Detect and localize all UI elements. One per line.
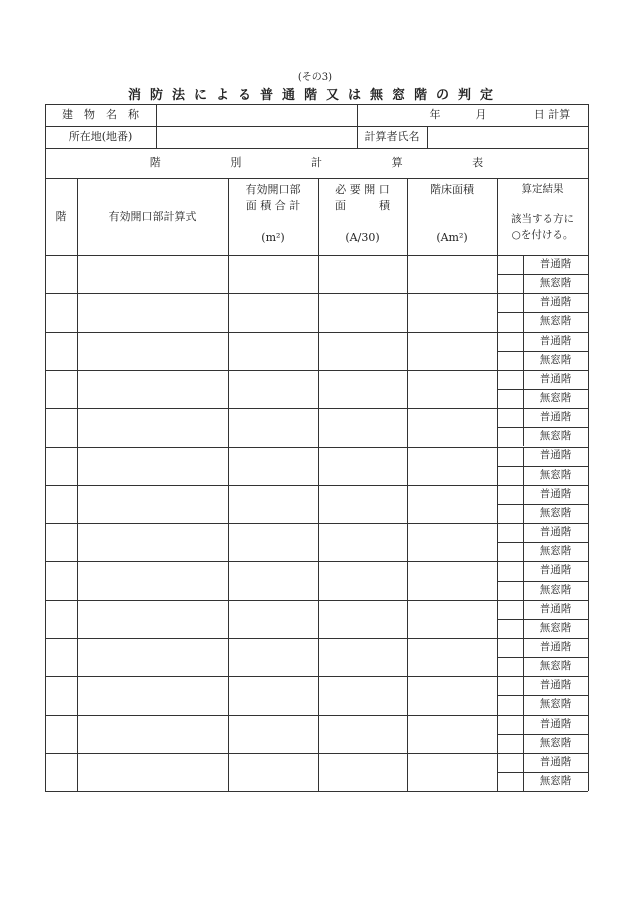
- result-option-windowless: 無窓階: [539, 621, 572, 634]
- table-caption-char: 階: [149, 156, 161, 170]
- result-option-ordinary: 普通階: [539, 257, 572, 270]
- table-caption-char: 計: [310, 156, 322, 170]
- table-cell-required[interactable]: [318, 332, 407, 370]
- result-mark-windowless[interactable]: [497, 581, 523, 600]
- result-mark-ordinary[interactable]: [497, 370, 523, 389]
- frame-right: [588, 104, 589, 178]
- table-cell-opening-total[interactable]: [228, 370, 318, 408]
- table-cell-opening-total[interactable]: [228, 523, 318, 561]
- table-cell-opening-total[interactable]: [228, 332, 318, 370]
- table-cell-opening-total[interactable]: [228, 408, 318, 446]
- result-option-windowless: 無窓階: [539, 506, 572, 519]
- result-mark-windowless[interactable]: [497, 466, 523, 485]
- table-cell-floor-area[interactable]: [407, 715, 497, 753]
- table-cell-opening-total[interactable]: [228, 293, 318, 331]
- result-mark-ordinary[interactable]: [497, 255, 523, 274]
- table-cell-opening-total[interactable]: [228, 255, 318, 293]
- result-option-windowless: 無窓階: [539, 277, 572, 290]
- table-cell-opening-total[interactable]: [228, 447, 318, 485]
- table-cell-formula[interactable]: [77, 523, 228, 561]
- table-cell-required[interactable]: [318, 638, 407, 676]
- result-mark-ordinary[interactable]: [497, 676, 523, 695]
- table-cell-required[interactable]: [318, 255, 407, 293]
- form-title: 消防法による普通階又は無窓階の判定: [127, 88, 502, 103]
- table-cell-required[interactable]: [318, 370, 407, 408]
- result-mark-windowless[interactable]: [497, 274, 523, 293]
- table-cell-required[interactable]: [318, 485, 407, 523]
- form-subtitle: (その3): [297, 72, 333, 83]
- table-caption: [45, 148, 588, 178]
- result-option-windowless: 無窓階: [539, 583, 572, 596]
- table-cell-formula[interactable]: [77, 600, 228, 638]
- result-mark-windowless[interactable]: [497, 351, 523, 370]
- result-mark-ordinary[interactable]: [497, 485, 523, 504]
- table-cell-opening-total[interactable]: [228, 600, 318, 638]
- table-cell-required[interactable]: [318, 600, 407, 638]
- result-option-ordinary: 普通階: [539, 296, 572, 309]
- table-cell-floor[interactable]: [45, 561, 77, 599]
- result-option-windowless: 無窓階: [539, 660, 572, 673]
- table-cell-opening-total[interactable]: [228, 753, 318, 791]
- building-name-field[interactable]: [156, 104, 357, 126]
- table-cell-formula[interactable]: [77, 561, 228, 599]
- result-mark-ordinary[interactable]: [497, 638, 523, 657]
- column-header-opening-total: 有効開口部 面 積 合 計 (m²): [245, 183, 301, 244]
- result-option-ordinary: 普通階: [539, 526, 572, 539]
- table-cell-floor-area[interactable]: [407, 408, 497, 446]
- result-mark-windowless[interactable]: [497, 657, 523, 676]
- column-header-floor: 階: [55, 209, 67, 223]
- result-mark-windowless[interactable]: [497, 734, 523, 753]
- result-mark-windowless[interactable]: [497, 695, 523, 714]
- table-cell-required[interactable]: [318, 523, 407, 561]
- result-option-windowless: 無窓階: [539, 698, 572, 711]
- table-cell-floor-area[interactable]: [407, 638, 497, 676]
- calculator-name-label: 計算者氏名: [364, 130, 420, 144]
- result-option-ordinary: 普通階: [539, 449, 572, 462]
- table-cell-opening-total[interactable]: [228, 676, 318, 714]
- table-cell-opening-total[interactable]: [228, 715, 318, 753]
- table-cell-floor[interactable]: [45, 600, 77, 638]
- date-calc-label: 日 計算: [533, 108, 571, 122]
- result-mark-ordinary[interactable]: [497, 447, 523, 466]
- result-mark-windowless[interactable]: [497, 542, 523, 561]
- result-mark-windowless[interactable]: [497, 312, 523, 331]
- result-option-ordinary: 普通階: [539, 717, 572, 730]
- table-cell-floor-area[interactable]: [407, 485, 497, 523]
- address-field[interactable]: [156, 126, 357, 148]
- table-cell-opening-total[interactable]: [228, 561, 318, 599]
- table-cell-floor-area[interactable]: [407, 676, 497, 714]
- result-mark-ordinary[interactable]: [497, 561, 523, 580]
- table-cell-floor[interactable]: [45, 753, 77, 791]
- table-cell-formula[interactable]: [77, 715, 228, 753]
- table-cell-formula[interactable]: [77, 676, 228, 714]
- result-option-ordinary: 普通階: [539, 679, 572, 692]
- table-cell-required[interactable]: [318, 293, 407, 331]
- table-cell-floor-area[interactable]: [407, 523, 497, 561]
- frame-right: [588, 178, 589, 791]
- table-cell-formula[interactable]: [77, 485, 228, 523]
- table-cell-formula[interactable]: [77, 753, 228, 791]
- column-header-formula: 有効開口部計算式: [108, 209, 197, 223]
- date-month-label: 月: [475, 108, 487, 122]
- result-mark-ordinary[interactable]: [497, 293, 523, 312]
- result-mark-ordinary[interactable]: [497, 523, 523, 542]
- table-cell-required[interactable]: [318, 715, 407, 753]
- date-year-label: 年: [429, 108, 441, 122]
- result-mark-ordinary[interactable]: [497, 332, 523, 351]
- table-cell-floor-area[interactable]: [407, 753, 497, 791]
- result-mark-ordinary[interactable]: [497, 715, 523, 734]
- result-mark-ordinary[interactable]: [497, 753, 523, 772]
- table-cell-floor-area[interactable]: [407, 561, 497, 599]
- table-cell-formula[interactable]: [77, 255, 228, 293]
- table-cell-floor-area[interactable]: [407, 293, 497, 331]
- table-cell-formula[interactable]: [77, 370, 228, 408]
- column-header-floor-area: 階床面積 (Am²): [430, 183, 474, 244]
- table-cell-required[interactable]: [318, 408, 407, 446]
- table-cell-opening-total[interactable]: [228, 638, 318, 676]
- table-cell-floor[interactable]: [45, 370, 77, 408]
- result-option-ordinary: 普通階: [539, 564, 572, 577]
- result-option-ordinary: 普通階: [539, 372, 572, 385]
- result-mark-windowless[interactable]: [497, 427, 523, 446]
- result-option-windowless: 無窓階: [539, 545, 572, 558]
- result-option-ordinary: 普通階: [539, 411, 572, 424]
- result-option-ordinary: 普通階: [539, 755, 572, 768]
- table-cell-floor-area[interactable]: [407, 255, 497, 293]
- result-option-windowless: 無窓階: [539, 353, 572, 366]
- table-cell-floor-area[interactable]: [407, 370, 497, 408]
- result-mark-ordinary[interactable]: [497, 600, 523, 619]
- result-mark-windowless[interactable]: [497, 504, 523, 523]
- result-option-windowless: 無窓階: [539, 315, 572, 328]
- address-label: 所在地(地番): [68, 130, 133, 144]
- table-cell-formula[interactable]: [77, 408, 228, 446]
- result-option-ordinary: 普通階: [539, 602, 572, 615]
- result-option-windowless: 無窓階: [539, 392, 572, 404]
- table-cell-formula[interactable]: [77, 638, 228, 676]
- table-cell-floor-area[interactable]: [407, 600, 497, 638]
- column-header-required: 必 要 開 口 面 積 (A/30): [335, 183, 390, 244]
- table-cell-required[interactable]: [318, 753, 407, 791]
- result-option-windowless: 無窓階: [539, 736, 572, 749]
- table-cell-floor[interactable]: [45, 255, 77, 293]
- result-option-ordinary: 普通階: [539, 334, 572, 347]
- result-mark-ordinary[interactable]: [497, 408, 523, 427]
- result-mark-windowless[interactable]: [497, 389, 523, 408]
- table-cell-required[interactable]: [318, 676, 407, 714]
- table-cell-opening-total[interactable]: [228, 485, 318, 523]
- table-cell-floor-area[interactable]: [407, 332, 497, 370]
- table-cell-floor-area[interactable]: [407, 447, 497, 485]
- table-cell-formula[interactable]: [77, 293, 228, 331]
- result-option-windowless: 無窓階: [539, 430, 572, 443]
- table-cell-required[interactable]: [318, 561, 407, 599]
- table-cell-floor[interactable]: [45, 638, 77, 676]
- result-mark-windowless[interactable]: [497, 772, 523, 791]
- table-cell-floor[interactable]: [45, 715, 77, 753]
- table-caption-char: 別: [230, 156, 242, 170]
- result-mark-windowless[interactable]: [497, 619, 523, 638]
- table-cell-floor[interactable]: [45, 408, 77, 446]
- result-option-ordinary: 普通階: [539, 487, 572, 500]
- table-caption-char: 算: [391, 156, 403, 170]
- row-divider: [45, 791, 588, 792]
- table-cell-floor[interactable]: [45, 332, 77, 370]
- table-cell-formula[interactable]: [77, 447, 228, 485]
- table-cell-floor[interactable]: [45, 447, 77, 485]
- table-cell-floor[interactable]: [45, 485, 77, 523]
- calculator-name-field[interactable]: [427, 126, 588, 148]
- result-option-ordinary: 普通階: [539, 640, 572, 653]
- table-cell-floor[interactable]: [45, 523, 77, 561]
- result-option-windowless: 無窓階: [539, 775, 572, 787]
- result-option-windowless: 無窓階: [539, 468, 572, 481]
- table-cell-required[interactable]: [318, 447, 407, 485]
- table-cell-floor[interactable]: [45, 676, 77, 714]
- table-caption-char: 表: [472, 156, 484, 170]
- table-cell-formula[interactable]: [77, 332, 228, 370]
- building-name-label: 建 物 名 称: [62, 108, 139, 122]
- column-header-result: 算定結果 該当する方に ○を付ける。: [511, 183, 574, 241]
- table-cell-floor[interactable]: [45, 293, 77, 331]
